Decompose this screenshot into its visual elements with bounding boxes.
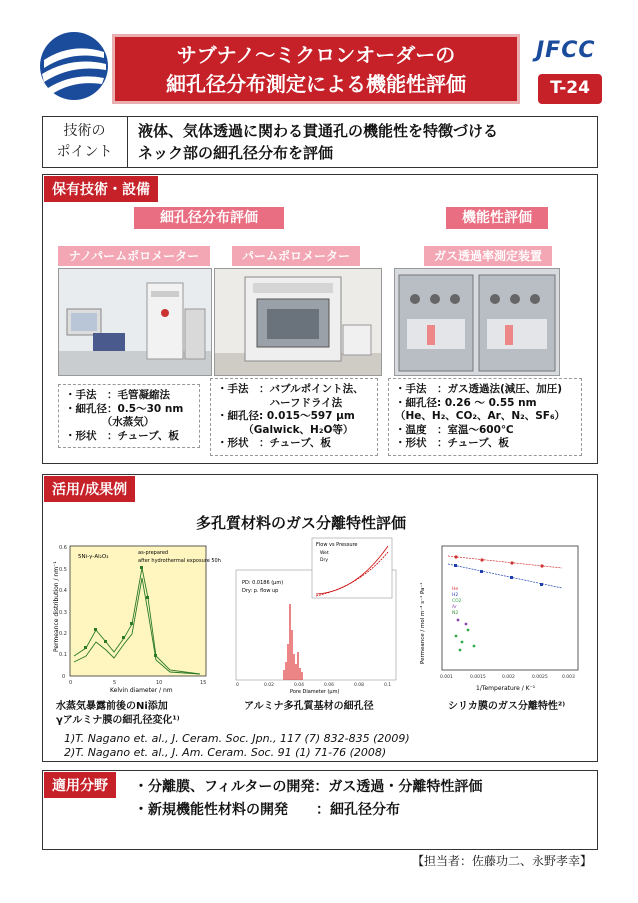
fig3-xtick: 0.002	[502, 675, 515, 680]
reference-2: 2)T. Nagano et. al., J. Am. Ceram. Soc. 91 (1) 71-76 (2008)	[64, 746, 387, 759]
results-heading: 多孔質材料のガス分離特性評価	[196, 514, 407, 532]
contact-persons: 【担当者：佐藤功二、永野孝幸】	[412, 854, 593, 868]
fig2-inset-dry: Dry	[320, 558, 328, 563]
spec3-line: ・形状 ：チューブ、板	[395, 437, 509, 449]
point-label-line-1: 技術の	[63, 123, 106, 139]
fig2-xlabel: Pore Diameter (μm)	[290, 689, 340, 695]
fig1-ytick: 0.6	[59, 545, 67, 551]
fig2-xtick: 0.04	[294, 683, 305, 688]
device-perm: パームポロメーター	[232, 246, 360, 266]
fig3-xlabel: 1/Temperature / K⁻¹	[476, 685, 536, 692]
spec3-line: （He、H₂、CO₂、Ar、N₂、SF₆）	[395, 410, 566, 422]
fig3-legend-he: He	[452, 587, 459, 592]
applications-label: 適用分野	[44, 772, 116, 798]
fig1-xtick: 0	[69, 680, 73, 686]
spec-perm	[210, 378, 378, 456]
page-title	[112, 34, 520, 104]
point-text-line-1: 液体、気体透過に関わる貫通孔の機能性を特徴づける	[138, 122, 499, 140]
fig3-legend-h2: H2	[452, 593, 459, 598]
fig1-ytick: 0.4	[59, 588, 67, 594]
spec2-line: ハーフドライ法	[217, 396, 343, 409]
org-name: JFCC	[536, 38, 596, 63]
fig1-ytick: 0.3	[59, 610, 67, 616]
application-item: ・分離膜、フィルターの開発：ガス透過・分離特性評価	[134, 779, 483, 795]
gas-perm-photo	[394, 268, 560, 376]
sheet-code-badge: T-24	[538, 74, 602, 104]
fig1-legend-2: after hydrothermal exposure 50h	[138, 558, 221, 564]
fig1-ylabel: Permeance distribution / nm⁻¹	[53, 561, 60, 652]
spec1-line: ・細孔径：0.5～30 nm	[65, 402, 184, 415]
nano-perm-photo	[58, 268, 212, 376]
fig1-xtick: 10	[156, 680, 163, 686]
applications-list	[134, 776, 482, 822]
application-item: ・新規機能性材料の開発 ：細孔径分布	[134, 802, 400, 818]
fig1-inset: 5Ni-γ-Al₂O₃	[78, 554, 109, 560]
spec1-line: ・形状 ：チューブ、板	[65, 429, 179, 442]
fig3-caption: シリカ膜のガス分離特性²⁾	[448, 701, 566, 712]
fig1-ytick: 0.5	[59, 567, 67, 573]
device-nano-perm: ナノパームポロメーター	[58, 246, 210, 266]
fig1-caption-line: γアルミナ膜の細孔径変化¹⁾	[56, 715, 180, 726]
fig1-pore-distribution	[50, 538, 221, 698]
fig2-inset-wet: Wet	[320, 551, 329, 556]
title-line-1: サブナノ～ミクロンオーダーの	[176, 43, 456, 67]
fig1-xtick: 15	[200, 680, 207, 686]
fig2-inset-dryup: Dry: p. flow up	[242, 588, 279, 594]
jfcc-logo-icon	[38, 30, 110, 102]
point-text	[138, 120, 498, 164]
spec1-line: （水蒸気）	[65, 416, 155, 428]
fig3-xtick: 0.0015	[470, 675, 486, 680]
group-functional: 機能性評価	[446, 207, 548, 229]
title-line-2: 細孔径分布測定による機能性評価	[166, 72, 466, 96]
fig3-silica-gas-separation	[412, 538, 584, 698]
fig3-xtick: 0.0025	[532, 675, 548, 680]
fig2-inset-title: Flow vs Pressure	[316, 542, 358, 548]
fig2-xtick: 0.08	[354, 683, 365, 688]
fig2-inset-pd: PD: 0.0186 (μm)	[242, 580, 284, 586]
point-text-line-2: ネック部の細孔径分布を評価	[138, 144, 334, 162]
spec3-line: ・手法 ：ガス透過法(減圧、加圧)	[395, 383, 563, 395]
fig2-xtick: 0.06	[324, 683, 335, 688]
group-pore-size: 細孔径分布評価	[134, 207, 284, 229]
spec2-line: ・細孔径: 0.015～597 μm	[217, 410, 355, 422]
fig1-xtick: 5	[113, 680, 117, 686]
fig2-caption: アルミナ多孔質基材の細孔径	[244, 701, 374, 712]
spec3-line: ・細孔径: 0.26 ～ 0.55 nm	[395, 396, 537, 409]
fig1-ytick: 0	[62, 674, 66, 680]
perm-photo	[214, 268, 382, 376]
spec2-line: ・手法 ：バブルポイント法、	[217, 383, 364, 395]
reference-1: 1)T. Nagano et. al., J. Ceram. Soc. Jpn., 117 (7) 832-835 (2009)	[64, 732, 410, 745]
fig3-xtick: 0.001	[440, 675, 453, 680]
tech-section-label: 保有技術・設備	[44, 176, 158, 202]
fig1-xlabel: Kelvin diameter / nm	[110, 687, 173, 694]
spec2-line: ・形状 ：チューブ、板	[217, 437, 331, 449]
fig3-legend-co2: CO2	[452, 599, 462, 604]
spec1-line: ・手法 ：毛管凝縮法	[65, 389, 170, 401]
fig3-ylabel: Permeance / mol m⁻² s⁻¹ Pa⁻¹	[420, 582, 426, 664]
results-section-label: 活用/成果例	[44, 476, 135, 502]
fig1-ytick: 0.2	[59, 631, 67, 637]
fig1-caption-line: 水蒸気暴露前後のNi添加	[56, 701, 168, 712]
references	[64, 732, 410, 760]
device-gas-perm: ガス透過率測定装置	[424, 246, 552, 266]
point-label	[42, 116, 128, 168]
spec-gas-perm	[388, 378, 582, 456]
spec3-line: ・温度 ：室温～600℃	[395, 423, 514, 436]
fig1-legend-1: as-prepared	[138, 550, 169, 556]
fig2-xtick: 0.02	[264, 683, 275, 688]
fig3-legend-ar: Ar	[452, 605, 457, 610]
spec2-line: （Galwick、H₂O等）	[217, 423, 354, 436]
fig1-caption	[56, 700, 180, 728]
fig2-alumina-pore-size	[226, 534, 396, 694]
spec-nano-perm	[58, 384, 200, 448]
fig2-xtick: 0.1	[384, 683, 392, 688]
fig3-legend-n2: N2	[452, 611, 459, 616]
point-label-line-2: ポイント	[56, 144, 113, 160]
fig3-xtick: 0.003	[562, 675, 575, 680]
fig1-ytick: 0.1	[59, 652, 67, 658]
fig2-xtick: 0	[236, 683, 239, 688]
